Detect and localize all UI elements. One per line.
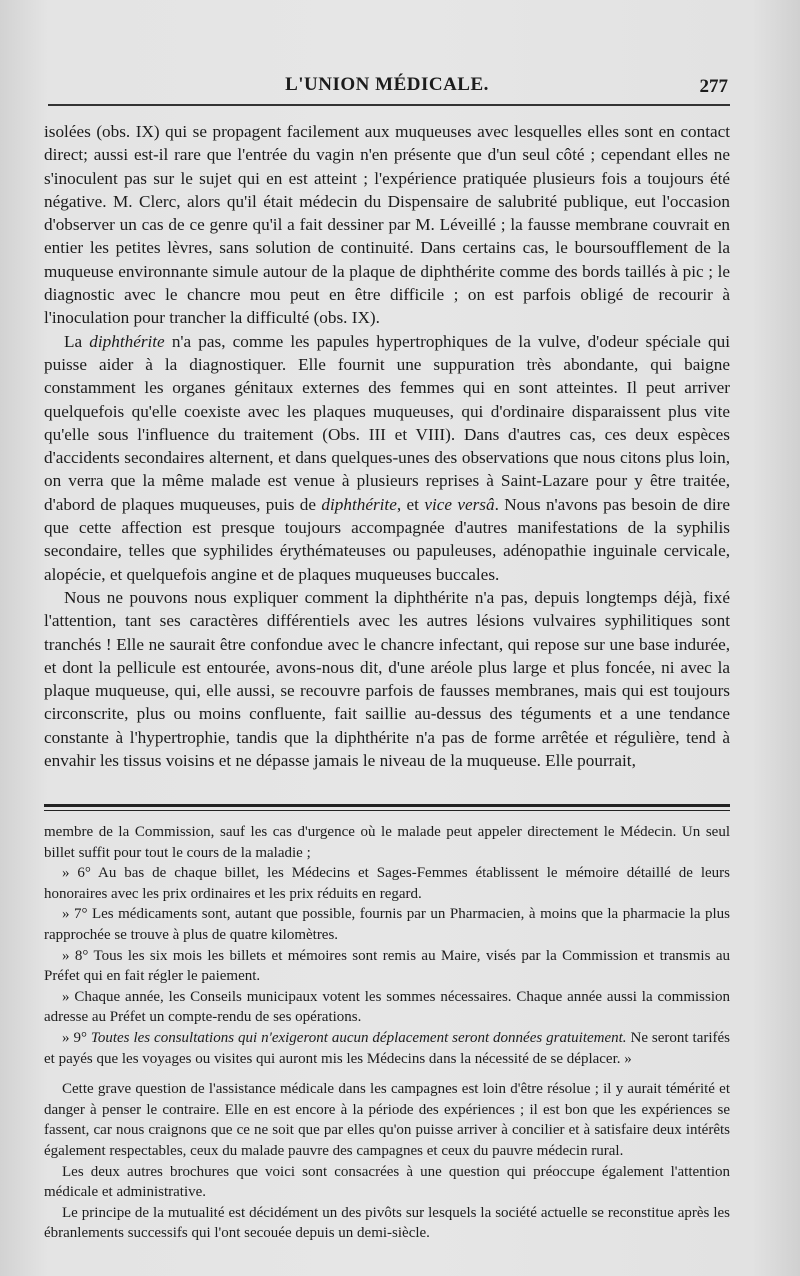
note-paragraph: Les deux autres brochures que voici sont consacrées à une question qui préoccupe également l'attention médicale et administrative. <box>44 1163 730 1201</box>
footnote-separator <box>44 804 730 811</box>
body-paragraph: Nous ne pouvons nous expliquer comment la diphthérite n'a pas, depuis longtemps déjà, fixé l'attention, tant ses caractères différentiels avec les autres lésions vulvaires syphilitiques sont tranchés ! Elle ne saurait être confondue avec le chancre infectant, qui repose sur une base indurée, et dont la pellicule est entourée, avons-nous dit, d'une aréole plus large et plus foncée, ni avec la plaque muqueuse, qui, elle aussi, se recouvre parfois de fausses membranes, mais qui est toujours circonscrite, plus ou moins confluente, fait saillie au-dessus des téguments et a une tendance constante à l'hypertrophie, tandis que la diphthérite n'a pas de forme arrêtée et régulière, tend à envahir les tissus voisins et ne dépasse jamais le niveau de la muqueuse. Elle pourrait, <box>44 587 730 771</box>
note-paragraph: membre de la Commission, sauf les cas d'urgence où le malade peut appeler directement le Médecin. Un seul billet suffit pour tout le cours de la maladie ; <box>44 824 730 861</box>
footnote-text <box>44 822 730 1244</box>
page-header <box>44 74 730 102</box>
note-paragraph: Le principe de la mutualité est décidément un des pivôts sur lesquels la société actuelle se reconstitue après les ébranlements successifs qui l'ont secouée depuis un demi-siècle. <box>44 1204 730 1242</box>
page-number: 277 <box>699 76 728 97</box>
body-paragraph: isolées (obs. IX) qui se propagent facilement aux muqueuses avec lesquelles elles sont en contact direct; aussi est-il rare que l'entrée du vagin n'en présente que d'un seul côté ; cependant elles ne s'inoculent pas sur le sujet qui en est atteint ; l'expérience pratiquée plusieurs fois a toujours été négative. M. Clerc, alors qu'il était médecin du Dispensaire de salubrité publique, eut l'occasion d'observer un cas de ce genre qu'il a fait dessiner par M. Léveillé ; la fausse membrane couvrait en entier les petites lèvres, sans solution de continuité. Dans certains cas, le boursoufflement de la muqueuse environnante simule autour de la plaque de diphthérite comme des bords taillés à pic ; le diagnostic avec le chancre mou peut en être difficile ; on est parfois obligé de recourir à l'inoculation pour trancher la difficulté (obs. IX). <box>44 122 730 328</box>
header-rule <box>48 104 730 106</box>
paragraph-gap <box>44 1069 730 1079</box>
note-paragraph: » 8° Tous les six mois les billets et mémoires sont remis au Maire, visés par la Commission et transmis au Préfet qui en fait régler le paiement. <box>44 947 730 985</box>
running-title: L'UNION MÉDICALE. <box>285 74 489 95</box>
body-paragraph: La diphthérite n'a pas, comme les papules hypertrophiques de la vulve, d'odeur spéciale qui puisse aider à la diagnostiquer. Elle fournit une suppuration très abondante, qui baigne constamment les organes génitaux externes des femmes qui en sont atteintes. Il peut arriver quelquefois qu'elle coexiste avec les plaques muqueuses, qui d'ordinaire disparaissent plus vite qu'elle sous l'influence du traitement (Obs. III et VIII). Dans d'autres cas, ces deux espèces d'accidents secondaires alternent, et dans quelques-unes des observations que nous citons plus loin, on verra que la même malade est venue à plusieurs reprises à Saint-Lazare pour y être traitée, d'abord de plaques muqueuses, puis de diphthérite, et vice versâ. Nous n'avons pas besoin de dire que cette affection est presque toujours accompagnée d'autres manifestations de la syphilis secondaire, telles que syphilides érythémateuses ou papuleuses, adénopathie inguinale cervicale, alopécie, et quelquefois angine et de plaques muqueuses buccales. <box>44 331 730 584</box>
note-paragraph: » 9° Toutes les consultations qui n'exigeront aucun déplacement seront données gratuitement. Ne seront tarifés et payés que les voyages ou visites qui auront mis les Médecins dans la nécessité de se déplacer. » <box>44 1029 731 1067</box>
note-paragraph: » Chaque année, les Conseils municipaux votent les sommes nécessaires. Chaque année aussi la commission adresse au Préfet un compte-rendu de ses opérations. <box>44 988 730 1026</box>
main-body-text <box>44 120 730 772</box>
note-paragraph: » 7° Les médicaments sont, autant que possible, fournis par un Pharmacien, à moins que la pharmacie la plus rapprochée se trouve à plus de quatre kilomètres. <box>44 906 730 943</box>
note-paragraph: Cette grave question de l'assistance médicale dans les campagnes est loin d'être résolue ; il y aurait témérité et danger à penser le contraire. Elle en est encore à la période des expériences ; il est bon que les expériences se fassent, car nous craignons que ce ne soit que par elles qu'on puisse arriver à concilier et à satisfaire deux intérêts également respectables, ceux du malade pauvre des campagnes et ceux du pauvre médecin rural. <box>44 1081 730 1159</box>
note-paragraph: » 6° Au bas de chaque billet, les Médecins et Sages-Femmes établissent le mémoire détaillé de leurs honoraires avec les prix ordinaires et les prix réduits en regard. <box>44 865 730 902</box>
